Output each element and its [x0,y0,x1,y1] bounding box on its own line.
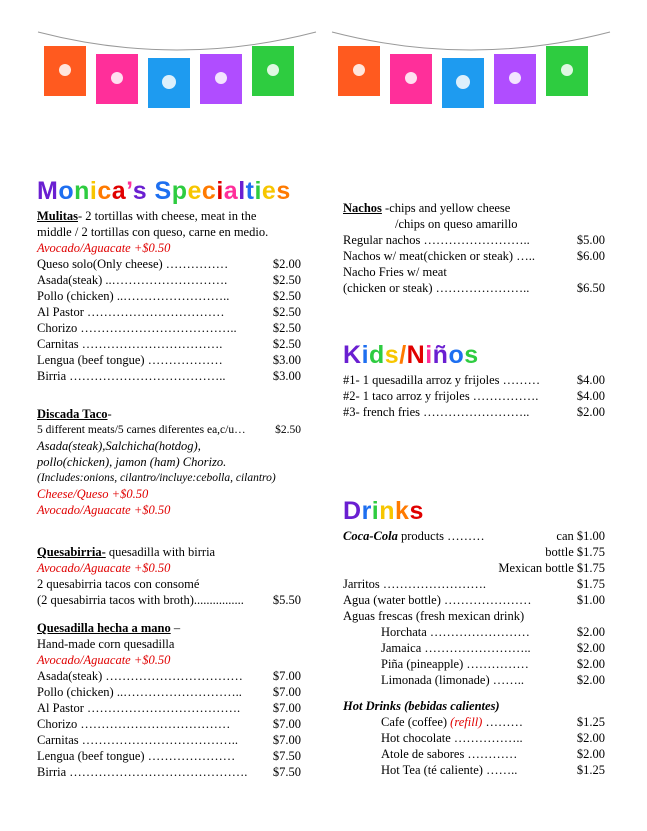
quesabirria-addon: Avocado/Aguacate +$0.50 [37,561,171,575]
item-label: #1- 1 quesadilla arroz y frijoles ……… [343,373,541,387]
item-label: Al Pastor ………………………………. [37,701,241,715]
kids-title: Kids/Niños [343,341,479,369]
menu-item-row [343,592,605,608]
item-price: $1.00 [576,593,605,607]
refill-note: (refill) [450,715,483,729]
discada-dash: - [107,407,112,421]
nachos-desc: -chips and yellow cheese [381,201,511,215]
discada-includes: (Includes:onions, cilantro/incluye:cebolla, cilantro) [37,472,276,484]
quesadilla-dash: – [170,621,181,635]
item-label: Birria ……………………………….. [37,369,226,383]
discada-price: $2.50 [275,424,301,436]
item-price: $2.00 [576,405,605,419]
aguas-heading: Aguas frescas (fresh mexican drink) [343,609,525,623]
item-price: $2.00 [576,625,605,639]
item-price: $4.00 [576,389,605,403]
item-price: $7.00 [272,669,301,683]
menu-item-row [37,684,301,700]
cafe-dots: ……… [482,715,523,729]
menu-item-row [37,272,301,288]
item-label: Regular nachos …………………….. [343,233,530,247]
drinks-title: Drinks [343,497,424,525]
quesadilla-addon: Avocado/Aguacate +$0.50 [37,653,171,667]
item-label: Atole de sabores ………… [381,747,518,761]
item-price: $7.00 [272,701,301,715]
item-price: $3.00 [272,353,301,367]
item-label: Asada(steak) …………………………… [37,669,243,683]
menu-item-row [37,700,301,716]
size-price: $1.75 [576,545,605,559]
item-price: $2.50 [272,305,301,319]
nachos-heading [343,200,605,216]
menu-item-row [343,762,605,778]
quesabirria-price-row [37,592,301,608]
item-label: Agua (water bottle) ………………… [343,593,532,607]
quesabirria-line3: (2 quesabirria tacos with broth)................ [37,593,244,607]
item-price: $6.50 [576,281,605,295]
item-price: $2.50 [272,289,301,303]
size-price: $1.00 [576,529,605,543]
menu-item-row [37,368,301,384]
menu-item-row [343,232,605,248]
item-price: $2.00 [576,747,605,761]
coke-row [343,528,605,544]
item-price: $2.00 [576,673,605,687]
item-price: $2.50 [272,337,301,351]
quesabirria-name: Quesabirria- [37,545,106,559]
item-price: $2.00 [272,257,301,271]
mulitas-name: Mulitas [37,209,78,223]
item-label: #2- 1 taco arroz y frijoles ……………. [343,389,539,403]
item-label: Limonada (limonade) …….. [381,673,525,687]
item-label: (chicken or steak) ………………….. [343,281,530,295]
hot-drinks-heading: Hot Drinks (bebidas calientes) [343,699,500,713]
menu-item-row [37,668,301,684]
item-label: Jarritos ……………………. [343,577,487,591]
item-label: Queso solo(Only cheese) …………… [37,257,229,271]
item-label: Carnitas ……………………………….. [37,733,239,747]
mulitas-line1 [37,208,301,224]
discada-cheese-addon: Cheese/Queso +$0.50 [37,487,149,501]
coke-size-row [343,560,605,576]
discada-meats-1: Asada(steak),Salchicha(hotdog), [37,439,201,453]
menu-item-row [37,716,301,732]
item-label: Piña (pineapple) …………… [381,657,529,671]
size-label: can [556,529,574,543]
item-label: Pollo (chicken) ..……………………….. [37,685,242,699]
item-price: $7.50 [272,765,301,779]
mulitas-line2: middle / 2 tortillas con queso, carne en medio. [37,225,269,239]
quesadilla-heading [37,620,301,636]
discada-name: Discada Taco [37,407,108,421]
item-label: Jamaica …………………….. [381,641,531,655]
discada-avocado-addon: Avocado/Aguacate +$0.50 [37,503,171,517]
size-label: bottle [545,545,574,559]
menu-item-row [343,404,605,420]
item-price: $3.00 [272,369,301,383]
coke-brand: Coca-Cola [343,529,398,543]
menu-item-row [37,748,301,764]
item-label: Carnitas ……………………………. [37,337,223,351]
quesabirria-desc: quesadilla with birria [105,545,216,559]
mulitas-desc: - 2 tortillas with cheese, meat in the [77,209,257,223]
cafe-label: Cafe (coffee) [381,715,451,729]
right-column [343,200,605,778]
menu-item-row [343,280,605,296]
papel-picado-banner-right [328,28,614,128]
item-price: $7.00 [272,733,301,747]
menu-item-row [343,672,605,688]
item-price: $6.00 [576,249,605,263]
menu-item-row [37,304,301,320]
item-price: $2.50 [272,273,301,287]
item-label: Al Pastor …………………………… [37,305,225,319]
discada-desc: 5 different meats/5 carnes diferentes ea,c/u… [37,424,246,436]
coke-size-row [343,544,605,560]
discada-heading [37,406,301,422]
item-price: $5.00 [576,233,605,247]
item-price: $7.00 [272,717,301,731]
item-label: Chorizo ……………………………….. [37,321,237,335]
nachos-desc-es: /chips on queso amarillo [395,217,518,231]
item-price: $1.25 [576,763,605,777]
item-price: $7.00 [272,685,301,699]
menu-item-row [37,288,301,304]
menu-item-row [37,320,301,336]
item-price: $1.25 [576,715,605,729]
menu-item-row [343,576,605,592]
item-price: $2.50 [272,321,301,335]
item-label: Hot Tea (té caliente) …….. [381,763,518,777]
item-label: Chorizo ……………………………… [37,717,231,731]
quesabirria-line2: 2 quesabirria tacos con consomé [37,577,200,591]
menu-item-row [343,746,605,762]
nachos-name: Nachos [343,201,382,215]
quesabirria-price: $5.50 [272,593,301,607]
mulitas-addon: Avocado/Aguacate +$0.50 [37,241,171,255]
menu-item-row [343,388,605,404]
menu-item-row [343,624,605,640]
size-label: Mexican bottle [498,561,574,575]
menu-item-row [37,336,301,352]
coke-suffix: products ……… [397,529,485,543]
item-label: Hot chocolate …………….. [381,731,523,745]
item-price: $1.75 [576,577,605,591]
item-label: Birria ……………………………………. [37,765,248,779]
item-price: $2.00 [576,731,605,745]
menu-item-row [37,256,301,272]
left-column [37,176,301,780]
menu-item-row [343,640,605,656]
menu-item-row [343,730,605,746]
quesabirria-heading [37,544,301,560]
item-price: $4.00 [576,373,605,387]
quesadilla-desc: Hand-made corn quesadilla [37,637,175,651]
discada-price-row [37,422,301,438]
menu-item-row [37,352,301,368]
item-label: Lengua (beef tongue) ………………… [37,749,236,763]
menu-item-row [343,656,605,672]
papel-picado-banner-left [34,28,320,128]
menu-item-row [343,372,605,388]
item-label: Asada(steak) ..………………………. [37,273,228,287]
item-price: $7.50 [272,749,301,763]
specialties-title: Monica’s Specialties [37,177,291,205]
mulitas-list [37,256,301,384]
item-label: Horchata …………………… [381,625,530,639]
menu-item-row [343,248,605,264]
discada-meats-2: pollo(chicken), jamon (ham) Chorizo. [37,455,227,469]
size-price: $1.75 [576,561,605,575]
menu-item-row [343,714,605,730]
quesadilla-name: Quesadilla hecha a mano [37,621,171,635]
nacho-fries-label: Nacho Fries w/ meat [343,265,447,279]
item-label: Nachos w/ meat(chicken or steak) ….. [343,249,535,263]
item-price: $2.00 [576,657,605,671]
item-price: $2.00 [576,641,605,655]
menu-item-row [37,764,301,780]
item-label: Lengua (beef tongue) ……………… [37,353,223,367]
quesadilla-list [37,668,301,780]
menu-item-row [37,732,301,748]
item-label: #3- french fries …………………….. [343,405,530,419]
item-label: Pollo (chicken) ..…………………….. [37,289,230,303]
